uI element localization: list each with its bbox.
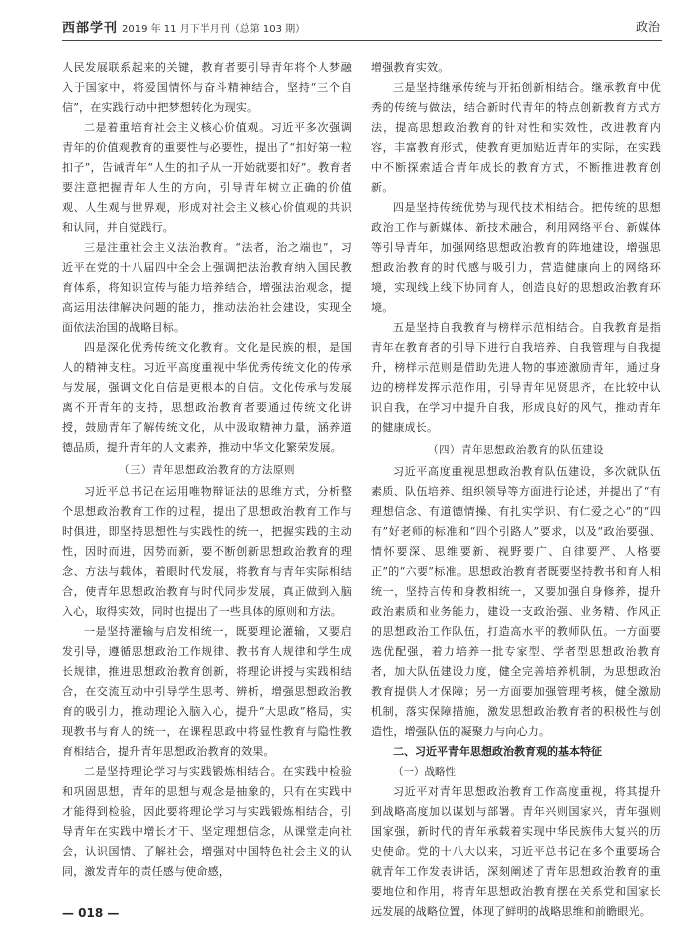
- paragraph: 三是坚持继承传统与开拓创新相结合。继承教育中优秀的传统与做法，结合新时代青年的特点创新教育方式方法，提高思想政治教育的针对性和实效性，改进教育内容，丰富教育形式，使教育更加贴近青年的实际，在实践中不断探索适合青年成长的教育方式，不断推进教育创新。: [371, 81, 661, 194]
- page-header: [62, 12, 662, 41]
- paragraph: 三是注重社会主义法治教育。“法者，治之端也”，习近平在党的十八届四中全会上强调把法治教育纳入国民教育体系，将知识宣传与能力培养结合，增强法治观念，提高运用法律解决问题的能力，推动法治社会建设，实现全面依法治国的战略目标。: [62, 241, 352, 334]
- paragraph: 增强教育实效。: [371, 61, 450, 74]
- paragraph: 五是坚持自我教育与榜样示范相结合。自我教育是指青年在教育者的引导下进行自我培养、自我管理与自我提升，榜样示范则是借助先进人物的事迹激励青年，通过身边的榜样发挥示范作用，引导青年见贤思齐，在比较中认识自我，在学习中提升自我，形成良好的风气，推动青年的健康成长。: [371, 321, 661, 434]
- subsection-heading: （四）青年思想政治教育的队伍建设: [428, 444, 604, 456]
- paragraph: 二是着重培育社会主义核心价值观。习近平多次强调青年的价值观教育的重要性与必要性，提出了“扣好第一粒扣子”，告诫青年“人生的扣子从一开始就要扣好”。教育者要注意把握青年人生的方向，引导青年树立正确的价值观、人生观与世界观，形成对社会主义核心价值观的共识和认同，并自觉践行。: [62, 121, 352, 234]
- right-column: [371, 58, 661, 918]
- paragraph: 二是坚持理论学习与实践锻炼相结合。在实践中检验和巩固思想，青年的思想与观念是抽象的，只有在实践中才能得到检验，因此要将理论学习与实践锻炼相结合，引导青年在实践中增长才干、坚定理想信念，从课堂走向社会，认识国情、了解社会，增强对中国特色社会主义的认同，激发青年的责任感与使命感，: [62, 765, 352, 878]
- paragraph: 四是坚持传统优势与现代技术相结合。把传统的思想政治工作与新媒体、新技术融合，利用网络平台、新媒体等引导青年，加强网络思想政治教育的阵地建设，增强思想政治教育的时代感与吸引力，营造健康向上的网络环境，实现线上线下协同育人，创造良好的思想政治教育环境。: [371, 201, 661, 314]
- subsection-heading: （三）青年思想政治教育的方法原则: [119, 464, 295, 476]
- section-heading: 二、习近平青年思想政治教育观的基本特征: [393, 745, 602, 758]
- page-number: — 018 —: [62, 906, 120, 920]
- paragraph: 习近平总书记在运用唯物辩证法的思维方式，分析整个思想政治教育工作的过程，提出了思想政治教育工作与时俱进，即坚持思想性与实践性的统一，把握实践的主动性，因时而进，因势而新，要不断创新思想政治教育的理念、方法与载体，着眼时代发展，将教育与青年实际相结合，使青年思想政治教育与时代同步发展，真正做到入脑入心，取得实效，同时也提出了一些具体的原则和方法。: [62, 485, 352, 618]
- paragraph: 人民发展联系起来的关键，教育者要引导青年将个人梦融入于国家中，将爱国情怀与奋斗精神结合，坚持“三个自信”，在实践行动中把梦想转化为现实。: [62, 61, 352, 114]
- issue-info: 2019 年 11 月下半月刊（总第 103 期）: [122, 24, 306, 35]
- paragraph: 习近平对青年思想政治教育工作高度重视，将其提升到战略高度加以谋划与部署。青年兴则国家兴，青年强则国家强，新时代的青年承载着实现中华民族伟大复兴的历史使命。党的十八大以来，习近平总书记在多个重要场合就青年工作发表讲话，深刻阐述了青年思想政治教育的重要地位和作用，将青年思想政治教育摆在关系党和国家长远发展的战略位置，体现了鲜明的战略思维和前瞻眼光。: [371, 785, 661, 918]
- paragraph: 习近平高度重视思想政治教育队伍建设，多次就队伍素质、队伍培养、组织领导等方面进行论述，并提出了“有理想信念、有道德情操、有扎实学识、有仁爱之心”的“四有”好老师的标准和“四个引路人”要求，以及“政治要强、情怀要深、思维要新、视野要广、自律要严、人格要正”的“六要”标准。思想政治教育者既要坚持教书和育人相统一，坚持言传和身教相统一，又要加强自身修养，提升政治素质和业务能力，建设一支政治强、业务精、作风正的思想政治工作队伍，打造高水平的教师队伍。一方面要选优配强，着力培养一批专家型、学者型思想政治教育者，加大队伍建设力度，健全完善培养机制，为思想政治教育提供人才保障；另一方面要加强管理考核，健全激励机制，落实保障措施，激发思想政治教育者的积极性与创造性，增强队伍的凝聚力与向心力。: [371, 465, 661, 738]
- section-title: 政治: [635, 20, 660, 34]
- paragraph: 一是坚持灌输与启发相统一，既要理论灌输，又要启发引导，遵循思想政治工作规律、教书育人规律和学生成长规律，推进思想政治教育创新，将理论讲授与实践相结合，在交流互动中引导学生思考、辨析，增强思想政治教育的吸引力，推动理论入脑入心，提升“大思政”格局，实现教书与育人的统一，在课程思政中将显性教育与隐性教育相结合，提升青年思想政治教育的效果。: [62, 625, 352, 758]
- journal-logo: 西部学刊: [62, 21, 119, 36]
- left-column: [62, 58, 352, 898]
- paragraph: 四是深化优秀传统文化教育。文化是民族的根，是国人的精神支柱。习近平高度重视中华优秀传统文化的传承与发展，强调文化自信是更根本的自信。文化传承与发展离不开青年的支持，思想政治教育者要通过传统文化讲授，鼓励青年了解传统文化，从中汲取精神力量，涵养道德品质，提升青年的人文素养，推动中华文化繁荣发展。: [62, 341, 352, 454]
- subsection-heading: （一）战略性: [393, 766, 456, 778]
